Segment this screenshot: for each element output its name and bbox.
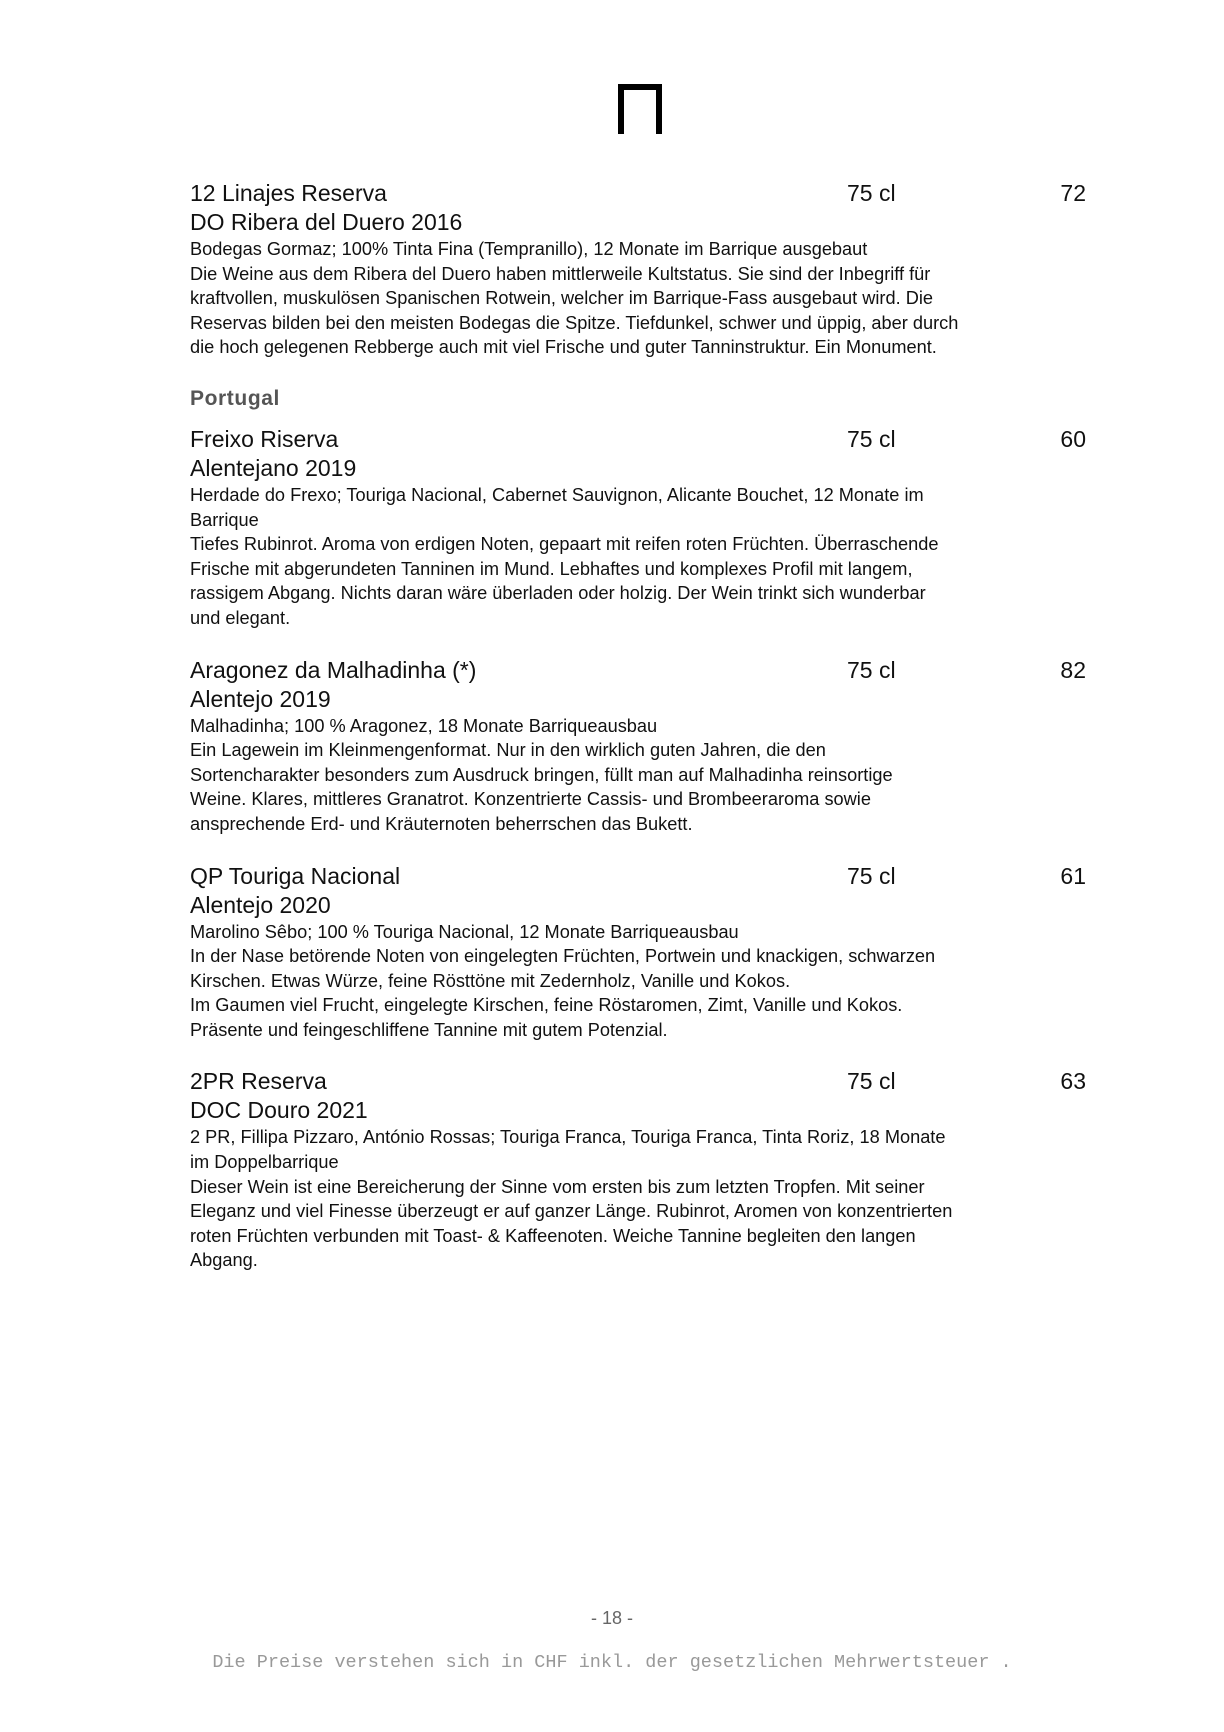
wine-name: 12 Linajes Reserva bbox=[190, 180, 387, 206]
section-heading-portugal: Portugal bbox=[190, 386, 280, 410]
wine-header bbox=[190, 1066, 1086, 1096]
wine-region: DOC Douro 2021 bbox=[190, 1097, 368, 1124]
wine-header bbox=[190, 861, 1086, 891]
wine-name: Aragonez da Malhadinha (*) bbox=[190, 656, 477, 683]
wine-name: QP Touriga Nacional bbox=[190, 862, 401, 889]
wine-description-line: rassigem Abgang. Nichts daran wäre überladen oder holzig. Der Wein trinkt sich wunderbar bbox=[190, 583, 926, 604]
wine-name: 2PR Reserva bbox=[190, 1068, 327, 1095]
wine-entry bbox=[190, 1066, 1086, 1273]
wine-description-line: und elegant. bbox=[190, 607, 291, 628]
wine-price: 72 bbox=[1060, 180, 1086, 206]
wine-price: 61 bbox=[1060, 862, 1086, 889]
wine-volume: 75 cl bbox=[847, 656, 896, 683]
wine-list bbox=[190, 178, 1086, 1297]
wine-group-spain bbox=[190, 178, 1086, 360]
wine-region: Alentejo 2019 bbox=[190, 685, 331, 712]
wine-region: Alentejano 2019 bbox=[190, 454, 357, 481]
wine-name: Freixo Riserva bbox=[190, 425, 339, 452]
wine-description-line: Weine. Klares, mittleres Granatrot. Konzentrierte Cassis- und Brombeeraroma sowie bbox=[190, 789, 871, 810]
wine-description-line: Malhadinha; 100 % Aragonez, 18 Monate Barriqueausbau bbox=[190, 715, 658, 736]
wine-entry bbox=[190, 655, 1086, 837]
wine-entry bbox=[190, 178, 1086, 360]
wine-description-line: Dieser Wein ist eine Bereicherung der Sinne vom ersten bis zum letzten Tropfen. Mit seiner bbox=[190, 1176, 925, 1197]
wine-price: 60 bbox=[1060, 425, 1086, 452]
wine-entry bbox=[190, 424, 1086, 631]
wine-description-line: im Doppelbarrique bbox=[190, 1152, 339, 1173]
wine-description-line: Kirschen. Etwas Würze, feine Rösttöne mit Zedernholz, Vanille und Kokos. bbox=[190, 970, 791, 991]
wine-volume: 75 cl bbox=[847, 862, 896, 889]
wine-region: DO Ribera del Duero 2016 bbox=[190, 209, 463, 235]
wine-price: 63 bbox=[1060, 1068, 1086, 1095]
wine-group-portugal bbox=[190, 424, 1086, 1273]
wine-description-line: Ein Lagewein im Kleinmengenformat. Nur in den wirklich guten Jahren, die den bbox=[190, 740, 826, 761]
wine-volume: 75 cl bbox=[847, 425, 896, 452]
wine-description-line: Tiefes Rubinrot. Aroma von erdigen Noten, gepaart mit reifen roten Früchten. Überraschende bbox=[190, 534, 939, 555]
wine-description-line: kraftvollen, muskulösen Spanischen Rotwein, welcher im Barrique-Fass ausgebaut wird. Die bbox=[190, 288, 933, 309]
wine-header bbox=[190, 655, 1086, 685]
wine-description-line: Abgang. bbox=[190, 1250, 258, 1271]
wine-volume: 75 cl bbox=[847, 180, 896, 206]
wine-description-line: roten Früchten verbunden mit Toast- & Kaffeenoten. Weiche Tannine begleiten den langen bbox=[190, 1225, 916, 1246]
wine-header bbox=[190, 178, 1086, 208]
wine-description-line: Marolino Sêbo; 100 % Touriga Nacional, 12 Monate Barriqueausbau bbox=[190, 921, 739, 942]
wine-description-line: Herdade do Frexo; Touriga Nacional, Cabernet Sauvignon, Alicante Bouchet, 12 Monate im bbox=[190, 484, 924, 505]
wine-description-line: Im Gaumen viel Frucht, eingelegte Kirschen, feine Röstaromen, Zimt, Vanille und Kokos. bbox=[190, 995, 903, 1016]
wine-description-line: die hoch gelegenen Rebberge auch mit viel Frische und guter Tanninstruktur. Ein Monument. bbox=[190, 337, 937, 358]
restaurant-logo-icon bbox=[618, 84, 662, 134]
wine-description-line: Eleganz und viel Finesse überzeugt er auf ganzer Länge. Rubinrot, Aromen von konzentrierten bbox=[190, 1201, 953, 1222]
wine-description-line: Die Weine aus dem Ribera del Duero haben mittlerweile Kultstatus. Sie sind der Inbegriff für bbox=[190, 263, 931, 284]
wine-description-line: Reservas bilden bei den meisten Bodegas die Spitze. Tiefdunkel, schwer und üppig, aber durch bbox=[190, 312, 959, 333]
wine-price: 82 bbox=[1060, 656, 1086, 683]
wine-description-line: 2 PR, Fillipa Pizzaro, António Rossas; Touriga Franca, Touriga Franca, Tinta Roriz, 18 Monate bbox=[190, 1127, 946, 1148]
wine-description-line: In der Nase betörende Noten von eingelegten Früchten, Portwein und knackigen, schwarzen bbox=[190, 946, 936, 967]
page-number: - 18 - bbox=[590, 1608, 633, 1628]
wine-description-line: Bodegas Gormaz; 100% Tinta Fina (Tempranillo), 12 Monate im Barrique ausgebaut bbox=[190, 239, 868, 259]
price-disclaimer: Die Preise verstehen sich in CHF inkl. der gesetzlichen Mehrwertsteuer . bbox=[212, 1652, 1012, 1673]
wine-entry bbox=[190, 861, 1086, 1043]
wine-description-line: Sortencharakter besonders zum Ausdruck bringen, füllt man auf Malhadinha reinsortige bbox=[190, 764, 893, 785]
wine-header bbox=[190, 424, 1086, 454]
wine-region: Alentejo 2020 bbox=[190, 891, 331, 918]
wine-description-line: Barrique bbox=[190, 509, 259, 530]
wine-volume: 75 cl bbox=[847, 1068, 896, 1095]
wine-description-line: Frische mit abgerundeten Tanninen im Mund. Lebhaftes und komplexes Profil mit langem, bbox=[190, 558, 913, 579]
wine-description-line: Präsente und feingeschliffene Tannine mit gutem Potenzial. bbox=[190, 1019, 668, 1040]
wine-description-line: ansprechende Erd- und Kräuternoten beherrschen das Bukett. bbox=[190, 813, 693, 834]
